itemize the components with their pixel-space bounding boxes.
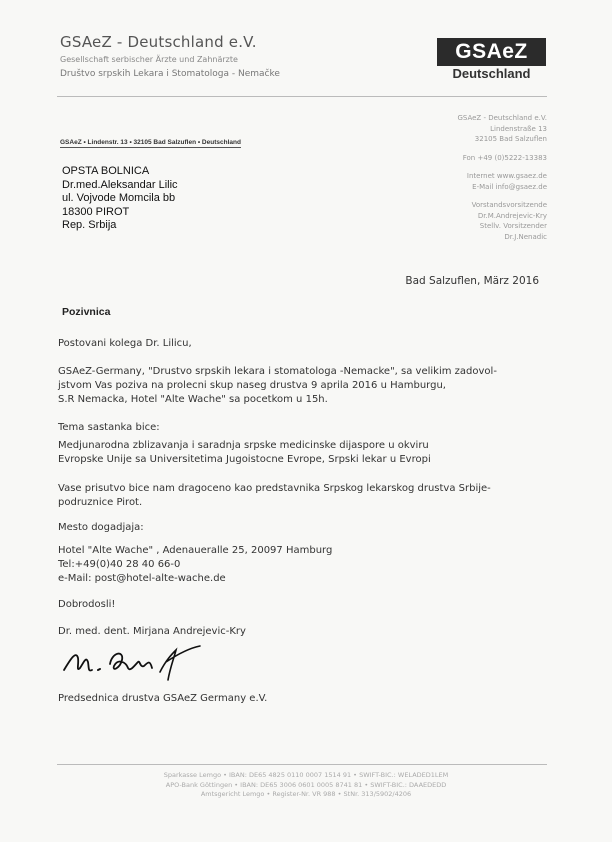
side-phone: Fon +49 (0)5222-13383 [462,153,547,162]
footer-bank-details [0,771,612,800]
paragraph-line: Medjunarodna zblizavanja i saradnja srpske medicinske dijaspore u okviru [58,440,429,451]
organization-subtitle-german: Gesellschaft serbischer Ärzte und Zahnärzte [60,55,238,64]
footer-line: Sparkasse Lemgo • IBAN: DE65 4825 0110 0007 1514 91 • SWIFT-BIC.: WELADED1LEM [163,771,449,779]
closing-greeting: Dobrodosli! [58,599,116,610]
venue-details [58,544,332,585]
side-address-line: Lindenstraße 13 [490,124,547,133]
topic-heading: Tema sastanka bice: [58,422,160,433]
invitation-paragraph [58,365,497,406]
letter-date: Bad Salzuflen, März 2016 [405,275,539,287]
paragraph-line: Vase prisutvo bice nam dragoceno kao predstavnika Srpskog lekarskog drustva Srbije- [58,483,491,494]
topic-paragraph [58,439,431,467]
presence-paragraph [58,482,491,510]
paragraph-line: S.R Nemacka, Hotel "Alte Wache" sa pocetkom u 15h. [58,393,328,405]
gsaez-logo-subtitle: Deutschland [452,66,531,81]
organization-subtitle-serbian: Društvo srpskih Lekara i Stomatologa - Nemačke [60,69,280,79]
venue-heading: Mesto dogadjaja: [58,522,144,533]
footer-line: Amtsgericht Lemgo • Register-Nr. VR 988 • StNr. 313/5902/4206 [200,790,412,798]
venue-line: Hotel "Alte Wache" , Adenaueralle 25, 20097 Hamburg [58,545,333,556]
salutation: Postovani kolega Dr. Lilicu, [58,338,192,349]
recipient-line: 18300 PIROT [62,205,130,218]
paragraph-line: jstvom Vas poziva na prolecni skup naseg drustva 9 aprila 2016 u Hamburgu, [58,379,446,391]
recipient-line: Dr.med.Aleksandar Lilic [62,178,178,191]
recipient-line: OPSTA BOLNICA [62,165,150,177]
signer-title: Predsednica drustva GSAeZ Germany e.V. [58,693,268,704]
side-board-line: Dr.J.Nenadic [504,232,547,241]
letter-subject: Pozivnica [62,306,111,318]
paragraph-line: podruznice Pirot. [58,496,143,508]
recipient-line: Rep. Srbija [62,219,117,231]
footer-divider [57,764,547,765]
side-board-line: Vorstandsvorsitzende [471,201,547,209]
organization-name: GSAeZ - Deutschland e.V. [60,33,257,51]
paragraph-line: GSAeZ-Germany, "Drustvo srpskih lekara i stomatologa -Nemacke", sa velikim zadovol- [58,366,497,377]
header-divider [57,96,547,97]
side-info-column [457,113,547,242]
gsaez-logo: GSAeZ [437,38,546,66]
side-board-line: Dr.M.Andrejevic-Kry [477,211,547,220]
side-address-line: 32105 Bad Salzuflen [474,135,547,143]
sender-return-address: GSAeZ • Lindenstr. 13 • 32105 Bad Salzuflen • Deutschland [60,139,241,146]
signer-name: Dr. med. dent. Mirjana Andrejevic-Kry [58,626,246,637]
recipient-line: ul. Vojvode Momcila bb [62,192,176,204]
side-contact-line: Internet www.gsaez.de [466,172,547,180]
handwritten-signature [62,640,202,685]
paragraph-line: Evropske Unije sa Universitetima Jugoistocne Evrope, Srpski lekar u Evropi [58,453,431,465]
footer-line: APO-Bank Göttingen • IBAN: DE65 3006 0601 0005 8741 81 • SWIFT-BIC.: DAAEDEDD [165,780,447,789]
recipient-address [62,165,178,233]
side-board-line: Stellv. Vorsitzender [479,222,547,230]
side-contact-line: E-Mail info@gsaez.de [472,182,547,191]
venue-line: e-Mail: post@hotel-alte-wache.de [58,572,226,584]
side-address-line: GSAeZ - Deutschland e.V. [457,114,547,122]
venue-line: Tel:+49(0)40 28 40 66-0 [58,558,181,570]
